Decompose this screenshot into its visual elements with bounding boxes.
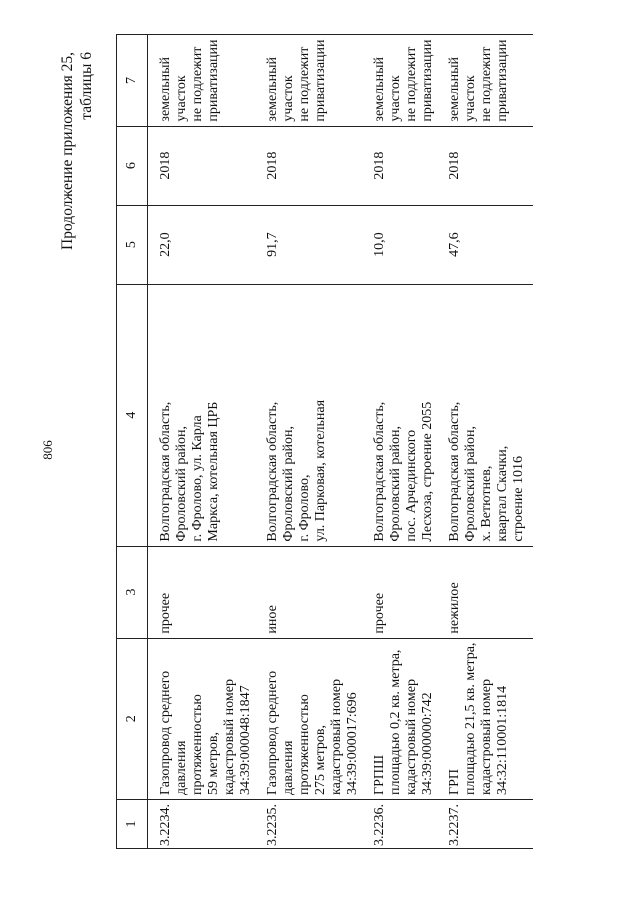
text-line: земельный bbox=[372, 56, 387, 122]
text-line: не подлежит bbox=[297, 46, 312, 122]
object-area: 10,0 bbox=[367, 205, 442, 284]
text-line: давления bbox=[281, 740, 296, 795]
text-line: приватизации bbox=[495, 39, 510, 122]
column-header-2: 2 bbox=[117, 638, 148, 799]
property-table bbox=[116, 34, 533, 849]
text-line: пос. Арчединского bbox=[404, 429, 419, 542]
column-header-6: 6 bbox=[117, 126, 148, 205]
text-line: Маркса, котельная ЦРБ bbox=[206, 401, 221, 542]
text-line: давления bbox=[174, 740, 189, 795]
column-header-7: 7 bbox=[117, 35, 148, 126]
text-line: 275 метров, bbox=[313, 725, 328, 795]
table-row bbox=[148, 35, 261, 849]
object-area: 47,6 bbox=[442, 205, 533, 284]
text-line: Волгоградская область, bbox=[447, 401, 462, 542]
object-type: прочее bbox=[148, 546, 261, 638]
text-line: приватизации bbox=[313, 39, 328, 122]
text-line: участок bbox=[463, 75, 478, 122]
text-line: 34:32:110001:1814 bbox=[495, 685, 510, 795]
text-line: земельный bbox=[265, 56, 280, 122]
table-row bbox=[260, 35, 367, 849]
text-line: ул. Парковая, котельная bbox=[313, 399, 328, 542]
text-line: Фроловский район, bbox=[281, 425, 296, 542]
text-line: участок bbox=[388, 75, 403, 122]
object-note bbox=[367, 35, 442, 126]
object-year: 2018 bbox=[442, 126, 533, 205]
text-line: 34:39:000048:1847 bbox=[238, 685, 253, 795]
object-address bbox=[260, 284, 367, 546]
text-line: кадастровый номер bbox=[329, 679, 344, 795]
text-line: ГРП bbox=[447, 769, 462, 795]
object-note bbox=[148, 35, 261, 126]
object-address bbox=[367, 284, 442, 546]
text-line: Лесхоза, строение 2055 bbox=[420, 401, 435, 542]
text-line: кадастровый номер bbox=[479, 679, 494, 795]
object-name bbox=[260, 638, 367, 799]
text-line: протяженностью bbox=[297, 694, 312, 795]
text-line: квартал Скачки, bbox=[495, 445, 510, 542]
text-line: Фроловский район, bbox=[174, 425, 189, 542]
object-area: 22,0 bbox=[148, 205, 261, 284]
object-type: прочее bbox=[367, 546, 442, 638]
text-line: Газопровод среднего bbox=[158, 670, 173, 795]
text-line: площадью 0,2 кв. метра, bbox=[388, 649, 403, 795]
object-name bbox=[148, 638, 261, 799]
text-line: площадью 21,5 кв. метра, bbox=[463, 642, 478, 795]
text-line: 34:39:000000:742 bbox=[420, 692, 435, 795]
text-line: кадастровый номер bbox=[404, 679, 419, 795]
text-line: не подлежит bbox=[190, 46, 205, 122]
text-line: 34:39:000017:696 bbox=[345, 692, 360, 795]
row-number: 3.2235. bbox=[260, 800, 367, 849]
text-line: земельный bbox=[158, 56, 173, 122]
text-line: строение 1016 bbox=[511, 455, 526, 542]
text-line: Фроловский район, bbox=[388, 425, 403, 542]
text-line: земельный bbox=[447, 56, 462, 122]
text-line: Фроловский район, bbox=[463, 425, 478, 542]
column-number-row bbox=[117, 35, 148, 849]
object-address bbox=[442, 284, 533, 546]
caption-line: Продолжение приложения 25, bbox=[59, 52, 76, 250]
object-type: иное bbox=[260, 546, 367, 638]
text-line: г. Фролово, ул. Карла bbox=[190, 415, 205, 542]
text-line: Волгоградская область, bbox=[265, 401, 280, 542]
text-line: х. Ветютнев, bbox=[479, 465, 494, 542]
object-year: 2018 bbox=[367, 126, 442, 205]
object-name bbox=[367, 638, 442, 799]
text-line: Волгоградская область, bbox=[158, 401, 173, 542]
text-line: ГРПШ bbox=[372, 754, 387, 795]
text-line: 59 метров, bbox=[206, 732, 221, 795]
text-line: не подлежит bbox=[479, 46, 494, 122]
object-year: 2018 bbox=[148, 126, 261, 205]
column-header-5: 5 bbox=[117, 205, 148, 284]
object-note bbox=[442, 35, 533, 126]
text-line: кадастровый номер bbox=[222, 679, 237, 795]
column-header-1: 1 bbox=[117, 800, 148, 849]
row-number: 3.2236. bbox=[367, 800, 442, 849]
text-line: г. Фролово, bbox=[297, 474, 312, 542]
column-header-3: 3 bbox=[117, 546, 148, 638]
object-area: 91,7 bbox=[260, 205, 367, 284]
table-row bbox=[367, 35, 442, 849]
object-address bbox=[148, 284, 261, 546]
page-number: 806 bbox=[40, 440, 55, 460]
row-number: 3.2234. bbox=[148, 800, 261, 849]
caption-line: таблицы 6 bbox=[78, 52, 95, 120]
text-line: Волгоградская область, bbox=[372, 401, 387, 542]
table-caption bbox=[58, 52, 96, 250]
text-line: не подлежит bbox=[404, 46, 419, 122]
row-number: 3.2237. bbox=[442, 800, 533, 849]
text-line: участок bbox=[174, 75, 189, 122]
text-line: протяженностью bbox=[190, 694, 205, 795]
table-row bbox=[442, 35, 533, 849]
column-header-4: 4 bbox=[117, 284, 148, 546]
object-name bbox=[442, 638, 533, 799]
text-line: приватизации bbox=[206, 39, 221, 122]
text-line: приватизации bbox=[420, 39, 435, 122]
text-line: участок bbox=[281, 75, 296, 122]
object-note bbox=[260, 35, 367, 126]
object-year: 2018 bbox=[260, 126, 367, 205]
object-type: нежилое bbox=[442, 546, 533, 638]
text-line: Газопровод среднего bbox=[265, 670, 280, 795]
table-body bbox=[148, 35, 534, 849]
